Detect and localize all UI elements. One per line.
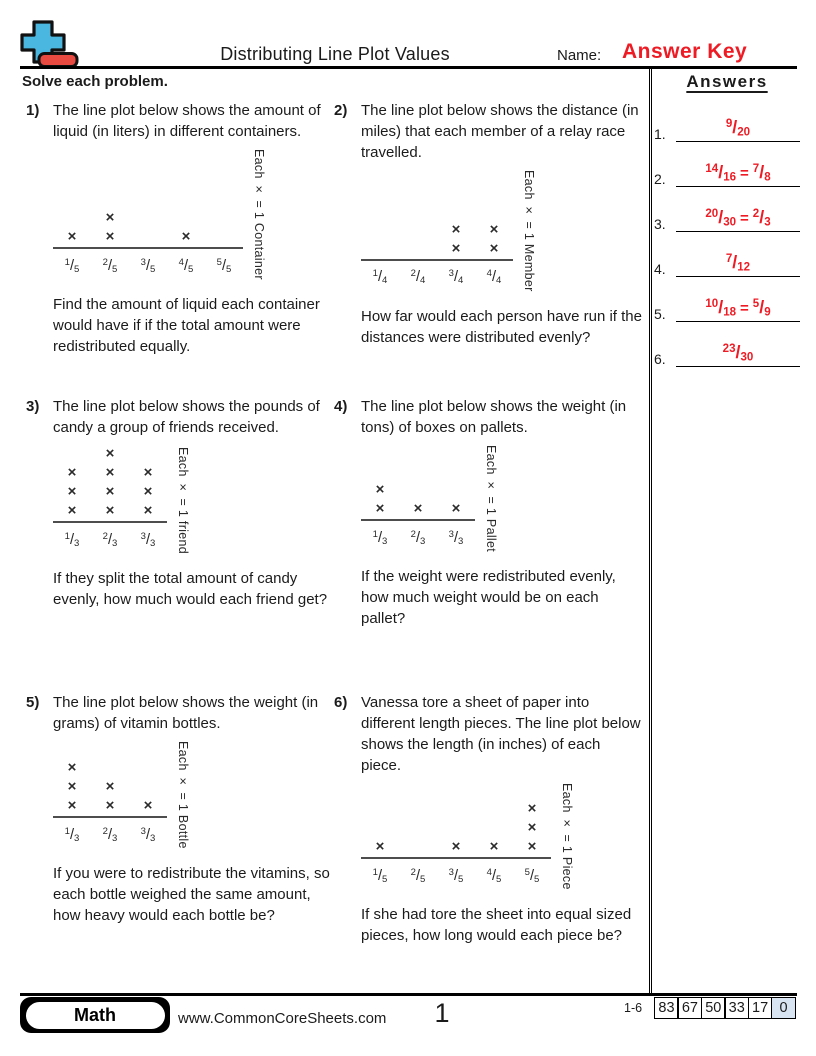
- plot-axis: [53, 759, 167, 818]
- fraction: $^{23}/_{30}$: [722, 341, 754, 364]
- fraction-slash: /: [221, 257, 227, 274]
- problem-body: [361, 100, 642, 348]
- problem-statement: The line plot below shows the weight (in grams) of vitamin bottles.: [53, 694, 319, 732]
- x-mark: ×: [67, 502, 77, 519]
- axis-tick-label: [53, 252, 91, 280]
- fraction-slash: /: [732, 116, 738, 137]
- plot-column: [475, 221, 513, 259]
- plot-column: [53, 759, 91, 816]
- plot-column: [129, 445, 167, 521]
- answer-row: [654, 232, 800, 277]
- axis-tick-label: [91, 252, 129, 280]
- fraction: $^2/_3$: [102, 825, 118, 844]
- line-plot: [361, 783, 642, 890]
- x-mark: ×: [181, 227, 191, 245]
- answer-number: 3.: [654, 216, 666, 232]
- fraction-slash: /: [735, 341, 741, 362]
- x-mark: ×: [67, 464, 77, 481]
- axis-tick-label: [513, 862, 551, 890]
- fraction: $^3/_3$: [140, 531, 156, 550]
- answers-title: Answers: [686, 72, 768, 91]
- x-mark: ×: [451, 837, 461, 855]
- plot-axis: [53, 209, 243, 249]
- answer-key-text: Answer Key: [622, 40, 748, 63]
- x-mark: ×: [375, 499, 385, 517]
- fraction: $^3/_4$: [448, 268, 464, 287]
- header-rule: [20, 66, 797, 69]
- plot-column: [475, 800, 513, 857]
- fraction: $^3/_3$: [448, 528, 464, 548]
- fraction: $^3/_5$: [448, 866, 464, 885]
- answer-number: 4.: [654, 261, 666, 277]
- x-mark: ×: [67, 227, 77, 245]
- plot-column: [129, 759, 167, 816]
- x-mark: ×: [105, 227, 115, 245]
- answers-list: [654, 97, 800, 367]
- plot-column: [91, 209, 129, 247]
- fraction-slash: /: [529, 867, 535, 884]
- fraction: $^{20}/_{30}$: [705, 206, 737, 229]
- x-mark: ×: [451, 220, 461, 238]
- axis-tick-label: [475, 264, 513, 292]
- x-mark: ×: [67, 777, 77, 795]
- axis-tick-label: [399, 862, 437, 890]
- fraction: $^2/_3$: [752, 206, 771, 229]
- problem-5: [26, 692, 334, 926]
- problem-question: If the weight were redistributed evenly, how much weight would be on each pallet?: [361, 568, 616, 628]
- plot-legend: Each × = 1 Pallet: [484, 445, 498, 553]
- answer-row: [654, 277, 800, 322]
- x-mark: ×: [489, 837, 499, 855]
- plot-column: [399, 481, 437, 519]
- score-range-label: 1-6: [624, 1001, 643, 1015]
- answers-panel: [654, 72, 800, 367]
- x-mark: ×: [527, 818, 537, 836]
- website-text: www.CommonCoreSheets.com: [178, 1010, 387, 1027]
- commoncoresheets-logo: [20, 20, 80, 70]
- answer-number: 5.: [654, 306, 666, 322]
- fraction-slash: /: [145, 257, 151, 274]
- axis-tick-label: [53, 821, 91, 849]
- x-mark: ×: [143, 464, 153, 481]
- plot-axis: [361, 221, 513, 261]
- problem-question: If they split the total amount of candy evenly, how much would each friend get?: [53, 570, 328, 609]
- axis-tick-label: [91, 526, 129, 554]
- problem-1: [26, 100, 334, 357]
- axis-tick-label: [91, 821, 129, 849]
- plot-column: [91, 445, 129, 521]
- plot-column: [53, 445, 91, 521]
- instructions-text: Solve each problem.: [22, 73, 168, 90]
- plot-column: [205, 209, 243, 247]
- equals-sign: =: [740, 299, 749, 317]
- fraction: $^1/_3$: [372, 528, 388, 548]
- equals-sign: =: [740, 164, 749, 182]
- fraction-slash: /: [453, 269, 459, 286]
- axis-tick-label: [361, 264, 399, 292]
- problem-statement: The line plot below shows the weight (in tons) of boxes on pallets.: [361, 398, 627, 436]
- x-mark: ×: [143, 796, 153, 814]
- fraction-slash: /: [415, 269, 421, 286]
- answer-blank: [676, 251, 800, 277]
- problem-statement: The line plot below shows the pounds of candy a group of friends received.: [53, 398, 320, 436]
- problem-statement: The line plot below shows the distance (in miles) that each member of a relay race travelled.: [361, 102, 639, 161]
- axis-tick-label: [361, 524, 399, 552]
- problem-question: If she had tore the sheet into equal sized pieces, how long would each piece be?: [361, 905, 632, 944]
- plot-axis-labels: [53, 818, 167, 849]
- plot-column: [361, 481, 399, 519]
- answer-value: [725, 116, 751, 139]
- fraction-slash: /: [145, 826, 151, 843]
- fraction-slash: /: [69, 257, 75, 274]
- answer-blank: [676, 296, 800, 322]
- answer-blank: [676, 341, 800, 367]
- x-mark: ×: [527, 837, 537, 855]
- axis-tick-label: [399, 524, 437, 552]
- problem-number: 3): [26, 398, 40, 415]
- answer-blank: [676, 206, 800, 232]
- fraction: $^2/_3$: [102, 531, 118, 550]
- minus-icon: [39, 54, 77, 67]
- plot-column: [437, 221, 475, 259]
- problem-3: [26, 396, 334, 610]
- plot-area: [361, 800, 551, 890]
- plot-column: [437, 800, 475, 857]
- fraction-slash: /: [759, 161, 765, 182]
- plot-legend: Each × = 1 Container: [252, 149, 266, 280]
- plot-legend: Each × = 1 friend: [176, 447, 190, 555]
- plot-column: [167, 209, 205, 247]
- fraction: $^2/_3$: [410, 528, 426, 548]
- fraction: $^1/_3$: [64, 825, 80, 844]
- answer-value: [725, 251, 751, 274]
- fraction: $^1/_3$: [64, 531, 80, 550]
- fraction: $^1/_5$: [372, 866, 388, 885]
- axis-tick-label: [53, 526, 91, 554]
- fraction-slash: /: [377, 529, 383, 546]
- plot-column: [399, 800, 437, 857]
- x-mark: ×: [143, 502, 153, 519]
- axis-tick-label: [361, 862, 399, 890]
- plot-legend: Each × = 1 Member: [522, 170, 536, 292]
- plot-column: [513, 800, 551, 857]
- problem-question: How far would each person have run if the distances were distributed evenly?: [361, 307, 642, 346]
- worksheet-title: Distributing Line Plot Values: [220, 44, 450, 64]
- fraction: $^3/_3$: [140, 825, 156, 844]
- answer-row: [654, 142, 800, 187]
- x-mark: ×: [67, 483, 77, 500]
- answer-number: 6.: [654, 351, 666, 367]
- axis-tick-label: [205, 252, 243, 280]
- plot-axis-labels: [361, 521, 475, 552]
- answers-divider: [649, 69, 652, 993]
- x-mark: ×: [105, 483, 115, 500]
- x-mark: ×: [105, 208, 115, 226]
- x-mark: ×: [489, 239, 499, 257]
- plot-axis-labels: [53, 249, 243, 280]
- answer-value: [722, 341, 754, 364]
- fraction-slash: /: [759, 296, 765, 317]
- plot-axis: [53, 445, 167, 523]
- answer-number: 1.: [654, 126, 666, 142]
- axis-tick-label: [399, 264, 437, 292]
- fraction-slash: /: [759, 206, 765, 227]
- problem-body: [53, 692, 334, 926]
- fraction: $^2/_4$: [410, 268, 426, 287]
- answer-value: [705, 296, 771, 319]
- fraction: $^7/_{12}$: [725, 251, 751, 274]
- fraction: $^2/_5$: [102, 256, 118, 275]
- plot-area: [361, 481, 475, 552]
- x-mark: ×: [105, 777, 115, 795]
- equals-sign: =: [740, 209, 749, 227]
- fraction: $^4/_5$: [486, 866, 502, 885]
- answer-number: 2.: [654, 171, 666, 187]
- fraction: $^7/_8$: [752, 161, 771, 184]
- plot-column: [53, 209, 91, 247]
- plot-axis-labels: [361, 261, 513, 292]
- fraction-slash: /: [491, 269, 497, 286]
- fraction: $^1/_4$: [372, 268, 388, 287]
- plot-column: [437, 481, 475, 519]
- x-mark: ×: [527, 799, 537, 817]
- plot-area: [361, 221, 513, 292]
- plot-legend: Each × = 1 Piece: [560, 783, 574, 890]
- fraction-slash: /: [145, 531, 151, 548]
- x-mark: ×: [105, 445, 115, 462]
- problem-question: If you were to redistribute the vitamins, so each bottle weighed the same amount, how heavy would each bottle be?: [53, 864, 330, 924]
- fraction: $^{10}/_{18}$: [705, 296, 737, 319]
- axis-tick-label: [129, 252, 167, 280]
- fraction-slash: /: [415, 529, 421, 546]
- plot-area: [53, 209, 243, 280]
- problem-number: 5): [26, 694, 40, 711]
- fraction: $^5/_5$: [216, 256, 232, 275]
- fraction-slash: /: [107, 826, 113, 843]
- plot-axis: [361, 481, 475, 521]
- name-label: Name:: [557, 47, 602, 64]
- problem-statement: The line plot below shows the amount of liquid (in liters) in different containers.: [53, 102, 321, 140]
- plot-axis: [361, 800, 551, 859]
- answer-row: [654, 187, 800, 232]
- line-plot: [53, 445, 334, 554]
- x-mark: ×: [375, 837, 385, 855]
- page-number: 1: [434, 998, 450, 1028]
- math-badge-label: Math: [26, 1002, 165, 1029]
- score-cell: 50: [701, 997, 726, 1019]
- fraction-slash: /: [453, 867, 459, 884]
- x-mark: ×: [451, 499, 461, 517]
- axis-tick-label: [129, 526, 167, 554]
- score-cell: 33: [724, 997, 749, 1019]
- plot-column: [399, 221, 437, 259]
- fraction-slash: /: [718, 206, 724, 227]
- line-plot: [361, 170, 642, 292]
- answer-row: [654, 97, 800, 142]
- fraction-slash: /: [183, 257, 189, 274]
- problem-body: [53, 100, 334, 357]
- fraction-slash: /: [453, 529, 459, 546]
- axis-tick-label: [437, 524, 475, 552]
- plot-area: [53, 445, 167, 554]
- answer-blank: [676, 161, 800, 187]
- plot-legend: Each × = 1 Bottle: [176, 741, 190, 849]
- x-mark: ×: [143, 483, 153, 500]
- axis-tick-label: [475, 862, 513, 890]
- x-mark: ×: [105, 796, 115, 814]
- axis-tick-label: [437, 264, 475, 292]
- score-cell: 67: [677, 997, 702, 1019]
- fraction: $^4/_5$: [178, 256, 194, 275]
- plot-axis-labels: [361, 859, 551, 890]
- score-cell: 83: [654, 997, 679, 1019]
- math-badge: [20, 997, 170, 1033]
- score-strip: [654, 997, 796, 1019]
- fraction: $^2/_5$: [410, 866, 426, 885]
- x-mark: ×: [105, 502, 115, 519]
- problems-grid: [26, 100, 648, 946]
- problem-2: [334, 100, 648, 348]
- x-mark: ×: [451, 239, 461, 257]
- score-cell: 17: [748, 997, 773, 1019]
- x-mark: ×: [105, 464, 115, 481]
- line-plot: [53, 149, 334, 280]
- axis-tick-label: [167, 252, 205, 280]
- fraction-slash: /: [377, 867, 383, 884]
- plot-column: [361, 800, 399, 857]
- answer-value: [705, 161, 771, 184]
- axis-tick-label: [437, 862, 475, 890]
- fraction: $^{14}/_{16}$: [705, 161, 737, 184]
- line-plot: [53, 741, 334, 849]
- problem-number: 1): [26, 102, 40, 119]
- problem-body: [361, 692, 642, 946]
- problem-question: Find the amount of liquid each container would have if if the total amount were redistributed equally.: [53, 295, 320, 355]
- answer-row: [654, 322, 800, 367]
- fraction-slash: /: [415, 867, 421, 884]
- fraction-slash: /: [69, 826, 75, 843]
- x-mark: ×: [489, 220, 499, 238]
- fraction-slash: /: [107, 257, 113, 274]
- fraction: $^4/_4$: [486, 268, 502, 287]
- problem-number: 4): [334, 398, 348, 415]
- problem-body: [361, 396, 642, 629]
- plot-area: [53, 759, 167, 849]
- x-mark: ×: [413, 499, 423, 517]
- plot-column: [361, 221, 399, 259]
- fraction-slash: /: [107, 531, 113, 548]
- plot-column: [91, 759, 129, 816]
- x-mark: ×: [67, 796, 77, 814]
- problem-number: 2): [334, 102, 348, 119]
- footer-rule: [20, 993, 797, 996]
- line-plot: [361, 445, 642, 552]
- score-cell: 0: [771, 997, 796, 1019]
- fraction: $^9/_{20}$: [725, 116, 751, 139]
- answer-blank: [676, 116, 800, 142]
- fraction-slash: /: [718, 296, 724, 317]
- answer-value: [705, 206, 771, 229]
- problems-area: [26, 100, 648, 946]
- fraction-slash: /: [377, 269, 383, 286]
- plot-axis-labels: [53, 523, 167, 554]
- fraction: $^5/_9$: [752, 296, 771, 319]
- problem-6: [334, 692, 648, 946]
- axis-tick-label: [129, 821, 167, 849]
- problem-number: 6): [334, 694, 348, 711]
- fraction-slash: /: [491, 867, 497, 884]
- fraction-slash: /: [732, 251, 738, 272]
- problem-statement: Vanessa tore a sheet of paper into different length pieces. The line plot below shows the length (in inches) of each piece.: [361, 694, 641, 774]
- fraction: $^3/_5$: [140, 256, 156, 275]
- x-mark: ×: [67, 758, 77, 776]
- fraction: $^1/_5$: [64, 256, 80, 275]
- fraction: $^5/_5$: [524, 866, 540, 885]
- problem-4: [334, 396, 648, 629]
- fraction-slash: /: [718, 161, 724, 182]
- x-mark: ×: [375, 480, 385, 498]
- fraction-slash: /: [69, 531, 75, 548]
- problem-body: [53, 396, 334, 610]
- plot-column: [129, 209, 167, 247]
